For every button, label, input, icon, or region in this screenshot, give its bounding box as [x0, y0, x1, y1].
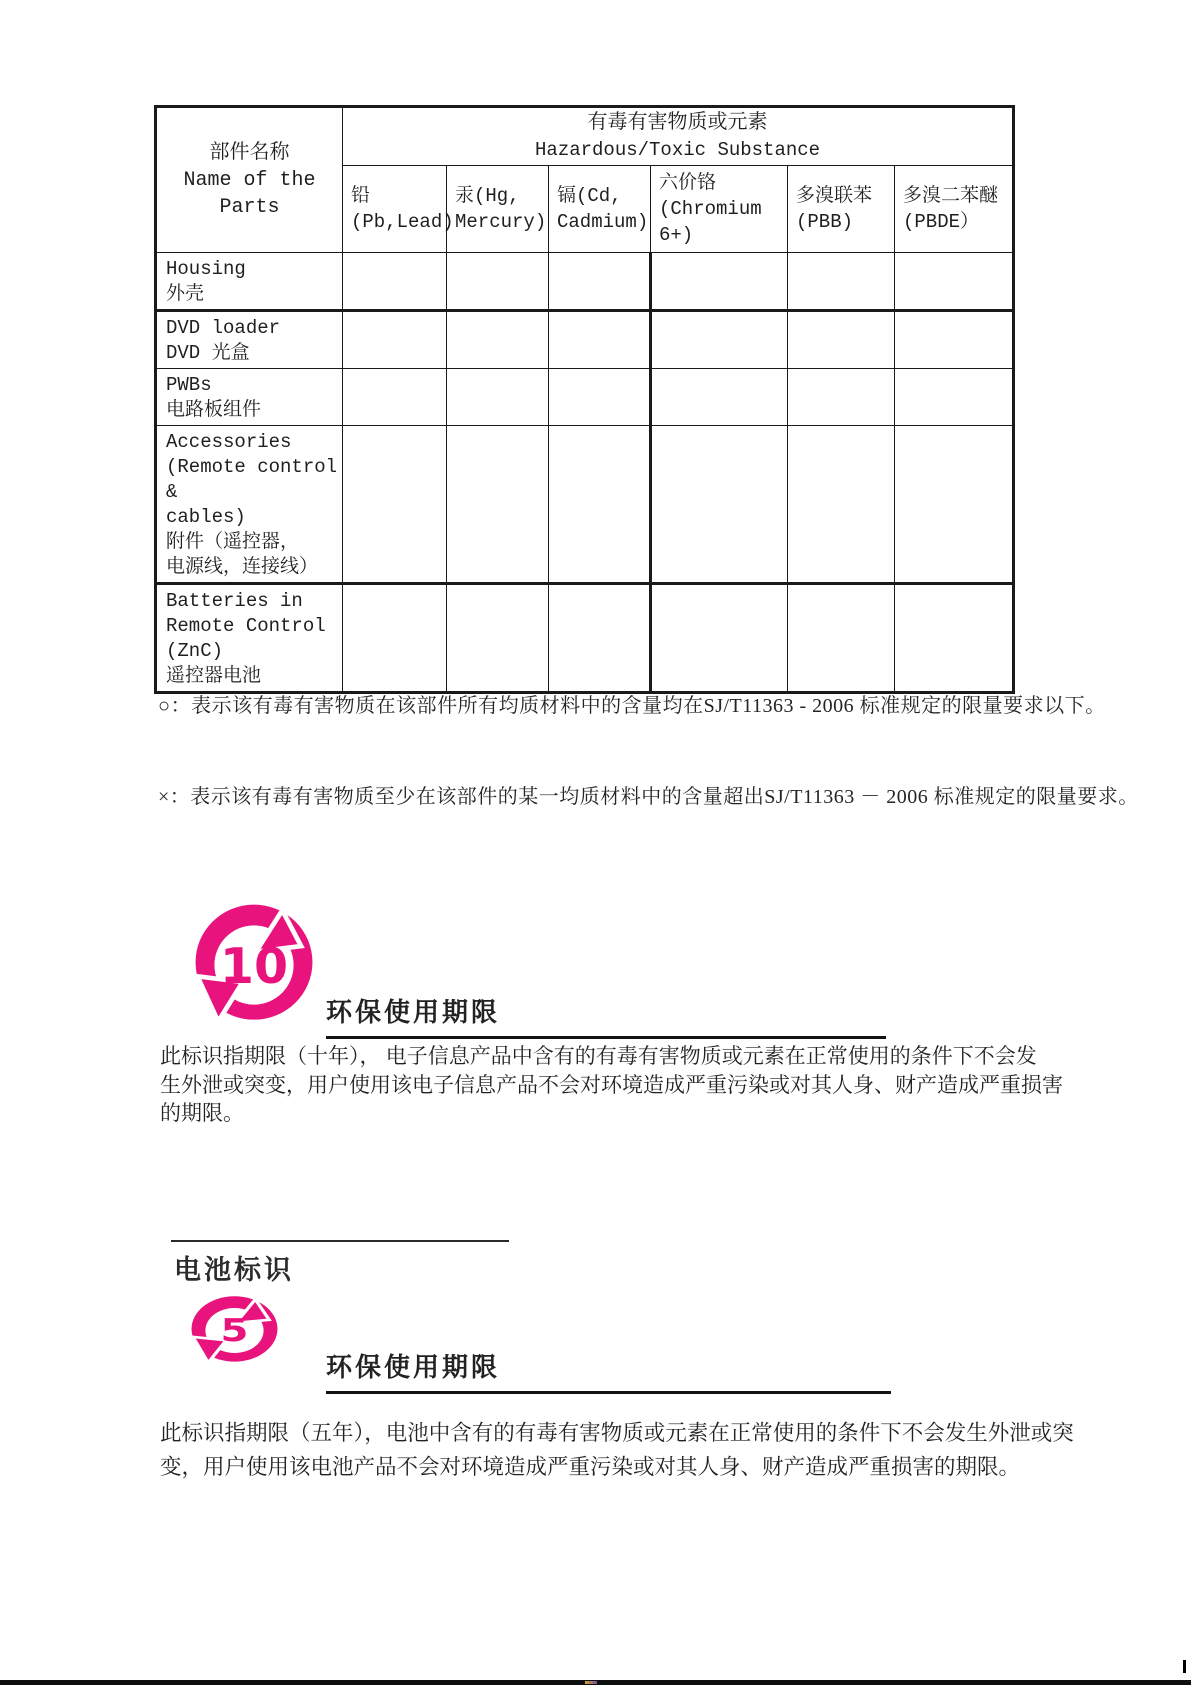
substance-cell [447, 369, 549, 426]
efup-paragraph-line1: 此标识指期限（十年）， 电子信息产品中含有的有毒有害物质或元素在正常使用的条件下不会发 [160, 1044, 1037, 1068]
name-header-zh: 部件名称 [209, 141, 290, 165]
efup-10-year-logo [188, 897, 320, 1033]
hazardous-substance-table [154, 105, 1015, 694]
efup-paragraph-line2: 生外泄或突变，用户使用该电子信息产品不会对环境造成严重污染或对其人身、财产造成严重损害 [160, 1072, 1063, 1097]
column-header-mercury: 汞(Hg, Mercury) [447, 166, 549, 253]
substance-cell [895, 311, 1014, 369]
efup-years-number: 10 [219, 936, 289, 995]
battery-section-divider [171, 1240, 509, 1242]
substance-cell [447, 584, 549, 693]
hazardous-substance-header [343, 107, 1014, 166]
name-of-parts-header [156, 107, 343, 253]
part-name-accessories: Accessories (Remote control & cables) 附件（遥控器， 电源线，连接线） [156, 426, 343, 584]
battery-efup-years-number: 5 [220, 1313, 249, 1349]
substance-cell [895, 369, 1014, 426]
substance-cell [447, 253, 549, 311]
column-header-lead: 铅 (Pb,Lead) [343, 166, 447, 253]
table-row-dvd-loader [156, 311, 1014, 369]
note-circle-symbol: ○：表示该有毒有害物质在该部件所有均质材料中的含量均在SJ/T11363 - 2006 标准规定的限量要求以下。 [158, 695, 1106, 717]
substance-cell [549, 584, 651, 693]
part-name-housing: Housing 外壳 [156, 253, 343, 311]
substance-cell [343, 253, 447, 311]
table-row-batteries [156, 584, 1014, 693]
name-header-en: Name of the Parts [183, 168, 316, 219]
battery-paragraph [160, 1416, 1074, 1484]
efup-paragraph-line3: 的期限。 [160, 1101, 244, 1125]
substance-cell [788, 584, 895, 693]
scan-speck [585, 1681, 597, 1684]
column-header-pbb: 多溴联苯 (PBB) [788, 166, 895, 253]
substance-cell [651, 253, 788, 311]
substance-cell [343, 369, 447, 426]
battery-paragraph-line1: 此标识指期限（五年），电池中含有的有毒有害物质或元素在正常使用的条件下不会发生外泄或突 [160, 1421, 1074, 1445]
battery-paragraph-line2: 变，用户使用该电池产品不会对环境造成严重污染或对其人身、财产造成严重损害的期限。 [160, 1455, 1021, 1479]
table-row-accessories [156, 426, 1014, 584]
substance-cell [651, 584, 788, 693]
substance-cell [895, 426, 1014, 584]
battery-efup-5-year-logo [186, 1293, 283, 1368]
column-header-chromium: 六价铬 (Chromium 6+) [651, 166, 788, 253]
table-row-pwbs [156, 369, 1014, 426]
part-name-dvd-loader: DVD loader DVD 光盒 [156, 311, 343, 369]
substance-cell [343, 584, 447, 693]
substance-cell [895, 253, 1014, 311]
hazard-header-zh: 有毒有害物质或元素 [587, 111, 768, 135]
part-name-batteries: Batteries in Remote Control (ZnC) 遥控器电池 [156, 584, 343, 693]
substance-cell [447, 311, 549, 369]
battery-efup-heading: 环保使用期限 [326, 1347, 891, 1394]
substance-cell [549, 369, 651, 426]
substance-cell [447, 426, 549, 584]
substance-cell [549, 426, 651, 584]
substance-cell [788, 311, 895, 369]
substance-cell [651, 369, 788, 426]
substance-cell [788, 369, 895, 426]
substance-cell [895, 584, 1014, 693]
battery-section-title: 电池标识 [174, 1255, 294, 1286]
efup-paragraph [160, 1042, 1063, 1128]
substance-cell [651, 311, 788, 369]
substance-cell [343, 311, 447, 369]
substance-cell [549, 253, 651, 311]
table-row-housing [156, 253, 1014, 311]
substance-cell [788, 426, 895, 584]
column-header-cadmium: 镉(Cd, Cadmium) [549, 166, 651, 253]
hazard-header-en: Hazardous/Toxic Substance [535, 138, 821, 161]
table-header-row-1 [156, 107, 1014, 166]
substance-cell [549, 311, 651, 369]
column-header-pbde: 多溴二苯醚 (PBDE） [895, 166, 1014, 253]
substance-cell [343, 426, 447, 584]
substance-cell [788, 253, 895, 311]
efup-heading: 环保使用期限 [326, 992, 886, 1039]
note-cross-symbol: ×：表示该有毒有害物质至少在该部件的某一均质材料中的含量超出SJ/T11363 － 2006 标准规定的限量要求。 [158, 786, 1139, 808]
scan-edge-mark [1183, 1660, 1186, 1673]
part-name-pwbs: PWBs 电路板组件 [156, 369, 343, 426]
substance-cell [651, 426, 788, 584]
